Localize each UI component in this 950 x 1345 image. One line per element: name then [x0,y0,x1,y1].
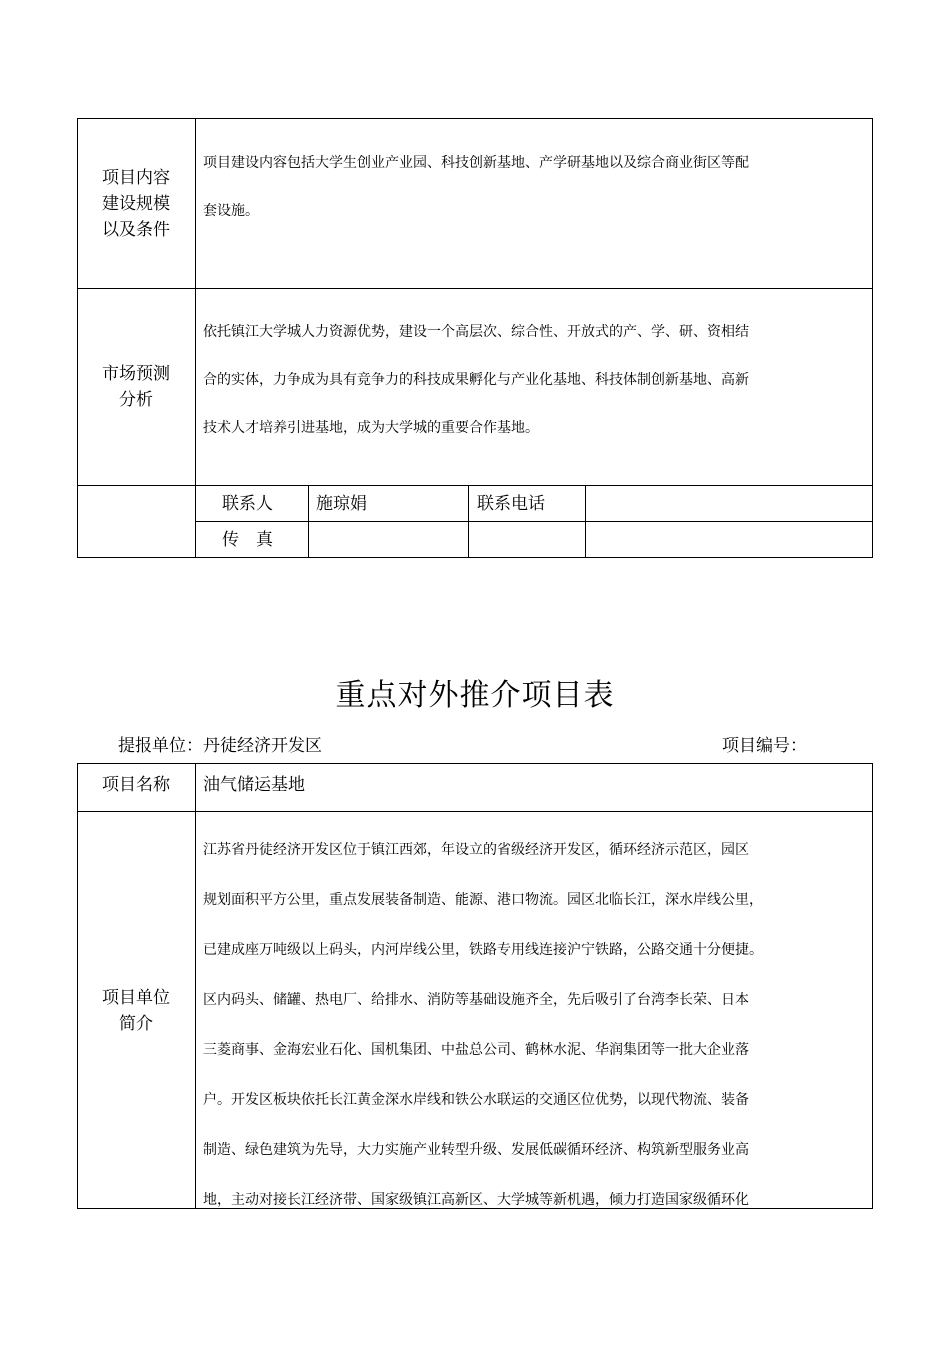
project-name-value: 油气储运基地 [203,775,305,795]
market-analysis-label: 市场预测 分析 [102,364,170,410]
project-number: 项目编号： [722,736,807,756]
fax-label: 传 真 [222,530,273,550]
contact-person-value: 施琼娟 [316,494,367,514]
project-name-label: 项目名称 [102,775,170,795]
market-analysis-text: 依托镇江大学城人力资源优势，建设一个高层次、综合性、开放式的产、学、研、资相结 合的实体，力争成为具有竞争力的科技成果孵化与产业化基地、科技体制创新基地、高新 技术人才培养引进基地，成为大学城的重要合作基地。 [203,324,749,436]
content-scale-label: 项目内容 建设规模 以及条件 [102,168,170,240]
unit-intro-text: 江苏省丹徒经济开发区位于镇江西郊，年设立的省级经济开发区，循环经济示范区，园区 规划面积平方公里，重点发展装备制造、能源、港口物流。园区北临长江，深水岸线公里， 已建成座万吨级以上码头，内河岸线公里，铁路专用线连接沪宁铁路，公路交通十分便捷。 区内码头、储罐、热电厂、给排水、消防等基础设施齐全，先后吸引了台湾李长荣、日本 三菱商事、金海宏业石化、国机集团、中盐总公司、鹤林水泥、华润集团等一批大企业落 户。开发区板块依托长江黄金深水岸线和铁公水联运的交通区位优势，以现代物流、装备 制造、绿色建筑为先导，大力实施产业转型升级、发展低碳循环经济、构筑新型服务业高 地，主动对接长江经济带、国家级镇江高新区、大学城等新机遇，倾力打造国家级循环化 [203,842,763,1208]
content-scale-text: 项目建设内容包括大学生创业产业园、科技创新基地、产学研基地以及综合商业街区等配 套设施。 [203,155,749,219]
page-title: 重点对外推介项目表 [335,678,615,713]
contact-person-label: 联系人 [222,494,273,514]
unit-intro-label: 项目单位 简介 [102,988,170,1034]
submitting-unit: 提报单位：丹徒经济开发区 [118,736,322,756]
contact-phone-label: 联系电话 [477,494,545,514]
